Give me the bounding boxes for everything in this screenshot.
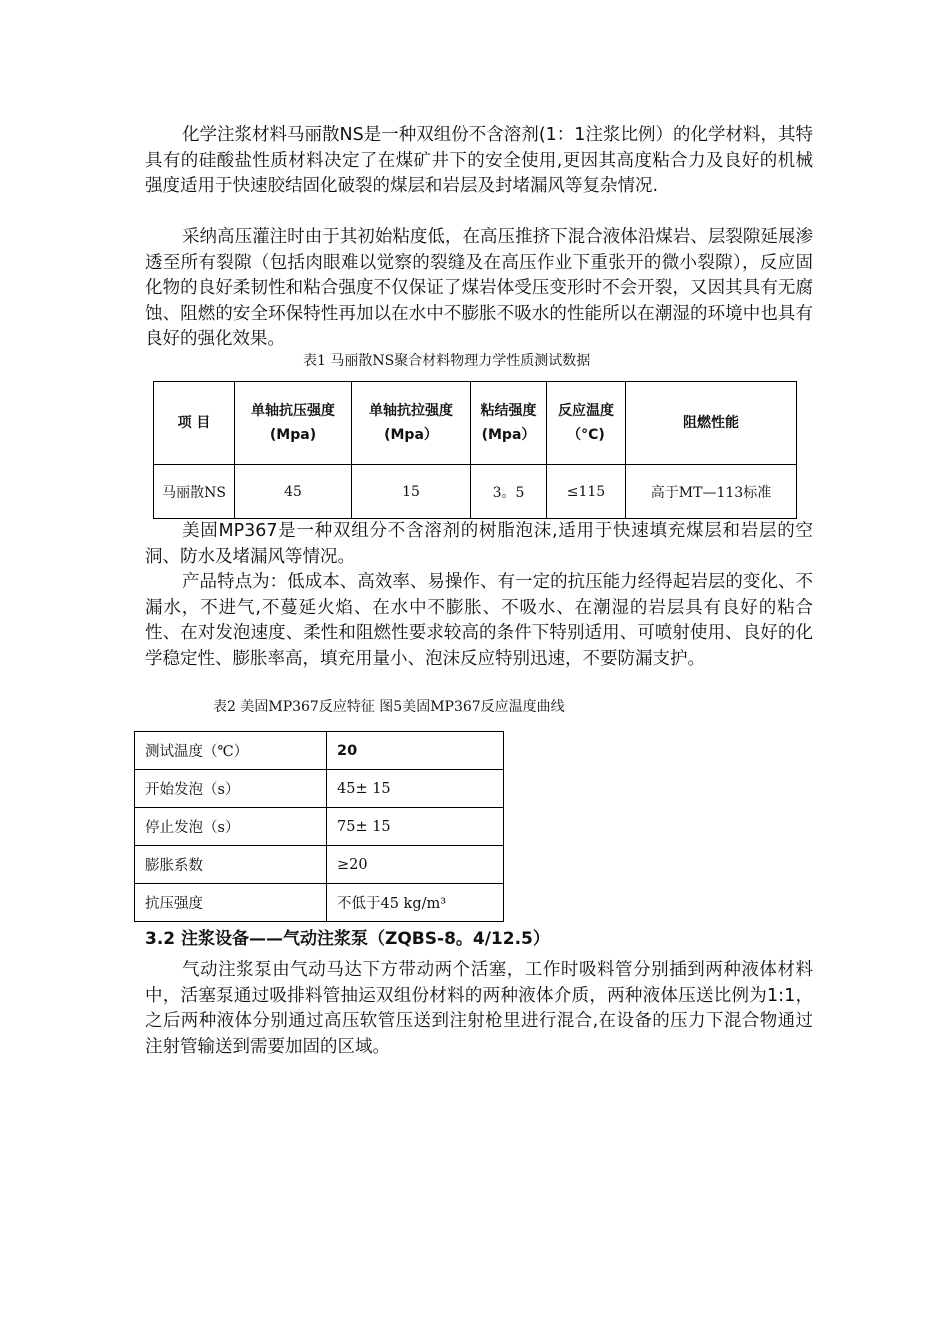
row-value: 20: [327, 732, 504, 770]
row-value: ≥20: [327, 846, 504, 884]
mp367-reaction-table: [134, 731, 504, 922]
table-row: [135, 808, 504, 846]
row-value: 75± 15: [327, 808, 504, 846]
ns-properties-table: [153, 381, 797, 519]
header-unit: （°C): [567, 427, 605, 443]
cell-flame: 高于MT—113标准: [626, 465, 797, 519]
header-unit: (Mpa）: [481, 427, 536, 443]
header-cell-flame: [626, 382, 797, 465]
paragraph-mp367-intro: 美固MP367是一种双组分不含溶剂的树脂泡沫,适用于快速填充煤层和岩层的空洞、防水及堵漏风等情况。: [145, 521, 813, 567]
row-label: 开始发泡（s）: [135, 770, 327, 808]
row-value: 不低于45 kg/m³: [327, 884, 504, 922]
cell-temperature: ≤115: [547, 465, 626, 519]
cell-compressive: 45: [235, 465, 352, 519]
paragraph-pump: 气动注浆泵由气动马达下方带动两个活塞，工作时吸料管分别插到两种液体材料中，活塞泵通过吸排料管抽运双组份材料的两种液体介质，两种液体压送比例为1:1，之后两种液体分别通过高压软管压送到注射枪里进行混合,在设备的压力下混合物通过注射管输送到需要加固的区域。: [145, 960, 813, 1057]
table1-caption: 表1 马丽散NS聚合材料物理力学性质测试数据: [303, 353, 591, 369]
table2-caption: 表2 美固MP367反应特征 图5美固MP367反应温度曲线: [213, 699, 565, 715]
header-unit: (Mpa）: [384, 427, 438, 443]
table-row: [135, 770, 504, 808]
header-text: 项 目: [177, 415, 211, 431]
header-text: 阻燃性能: [683, 415, 739, 431]
header-cell-tensile: [352, 382, 471, 465]
header-text: 粘结强度: [480, 403, 537, 419]
header-text: 单轴抗压强度: [251, 403, 335, 419]
header-cell-temperature: [547, 382, 626, 465]
paragraph-high-pressure: 采纳高压灌注时由于其初始粘度低，在高压推挤下混合液体沿煤岩、层裂隙延展渗透至所有裂隙（包括肉眼难以觉察的裂缝及在高压作业下重张开的微小裂隙），反应固化物的良好柔韧性和粘合强度不仅保证了煤岩体受压变形时不会开裂，又因其具有无腐蚀、阻燃的安全环保特性再加以在水中不膨胀不吸水的性能所以在潮湿的环境中也具有良好的强化效果。: [145, 227, 813, 349]
cell-tensile: 15: [352, 465, 471, 519]
paragraph-ns-intro: 化学注浆材料马丽散NS是一种双组份不含溶剂(1：1注浆比例）的化学材料，其特具有的硅酸盐性质材料决定了在煤矿井下的安全使用,更因其高度粘合力及良好的机械强度适用于快速胶结固化破裂的煤层和岩层及封堵漏风等复杂情况.: [145, 125, 813, 196]
header-unit: (Mpa): [269, 427, 317, 443]
header-cell-item: [154, 382, 235, 465]
row-label: 测试温度（℃）: [135, 732, 327, 770]
cell-material: 马丽散NS: [154, 465, 235, 519]
row-value: 45± 15: [327, 770, 504, 808]
cell-bond: 3。5: [471, 465, 547, 519]
table-row: [135, 846, 504, 884]
table-header-row: [154, 382, 797, 465]
row-label: 抗压强度: [135, 884, 327, 922]
row-label: 停止发泡（s）: [135, 808, 327, 846]
header-text: 反应温度: [558, 403, 614, 419]
row-label: 膨胀系数: [135, 846, 327, 884]
table-row: [135, 884, 504, 922]
header-cell-compressive: [235, 382, 352, 465]
table-row: [154, 465, 797, 519]
section-heading: 3.2 注浆设备——气动注浆泵（ZQBS-8。4/12.5）: [145, 929, 550, 949]
paragraph-features: 产品特点为：低成本、高效率、易操作、有一定的抗压能力经得起岩层的变化、不漏水，不进气,不蔓延火焰、在水中不膨胀、不吸水、在潮湿的岩层具有良好的粘合性、在对发泡速度、柔性和阻燃性要求较高的条件下特别适用、可喷射使用、良好的化学稳定性、膨胀率高，填充用量小、泡沫反应特别迅速，不要防漏支护。: [145, 572, 813, 669]
header-text: 单轴抗拉强度: [369, 403, 453, 419]
table-row: [135, 732, 504, 770]
header-cell-bond: [471, 382, 547, 465]
